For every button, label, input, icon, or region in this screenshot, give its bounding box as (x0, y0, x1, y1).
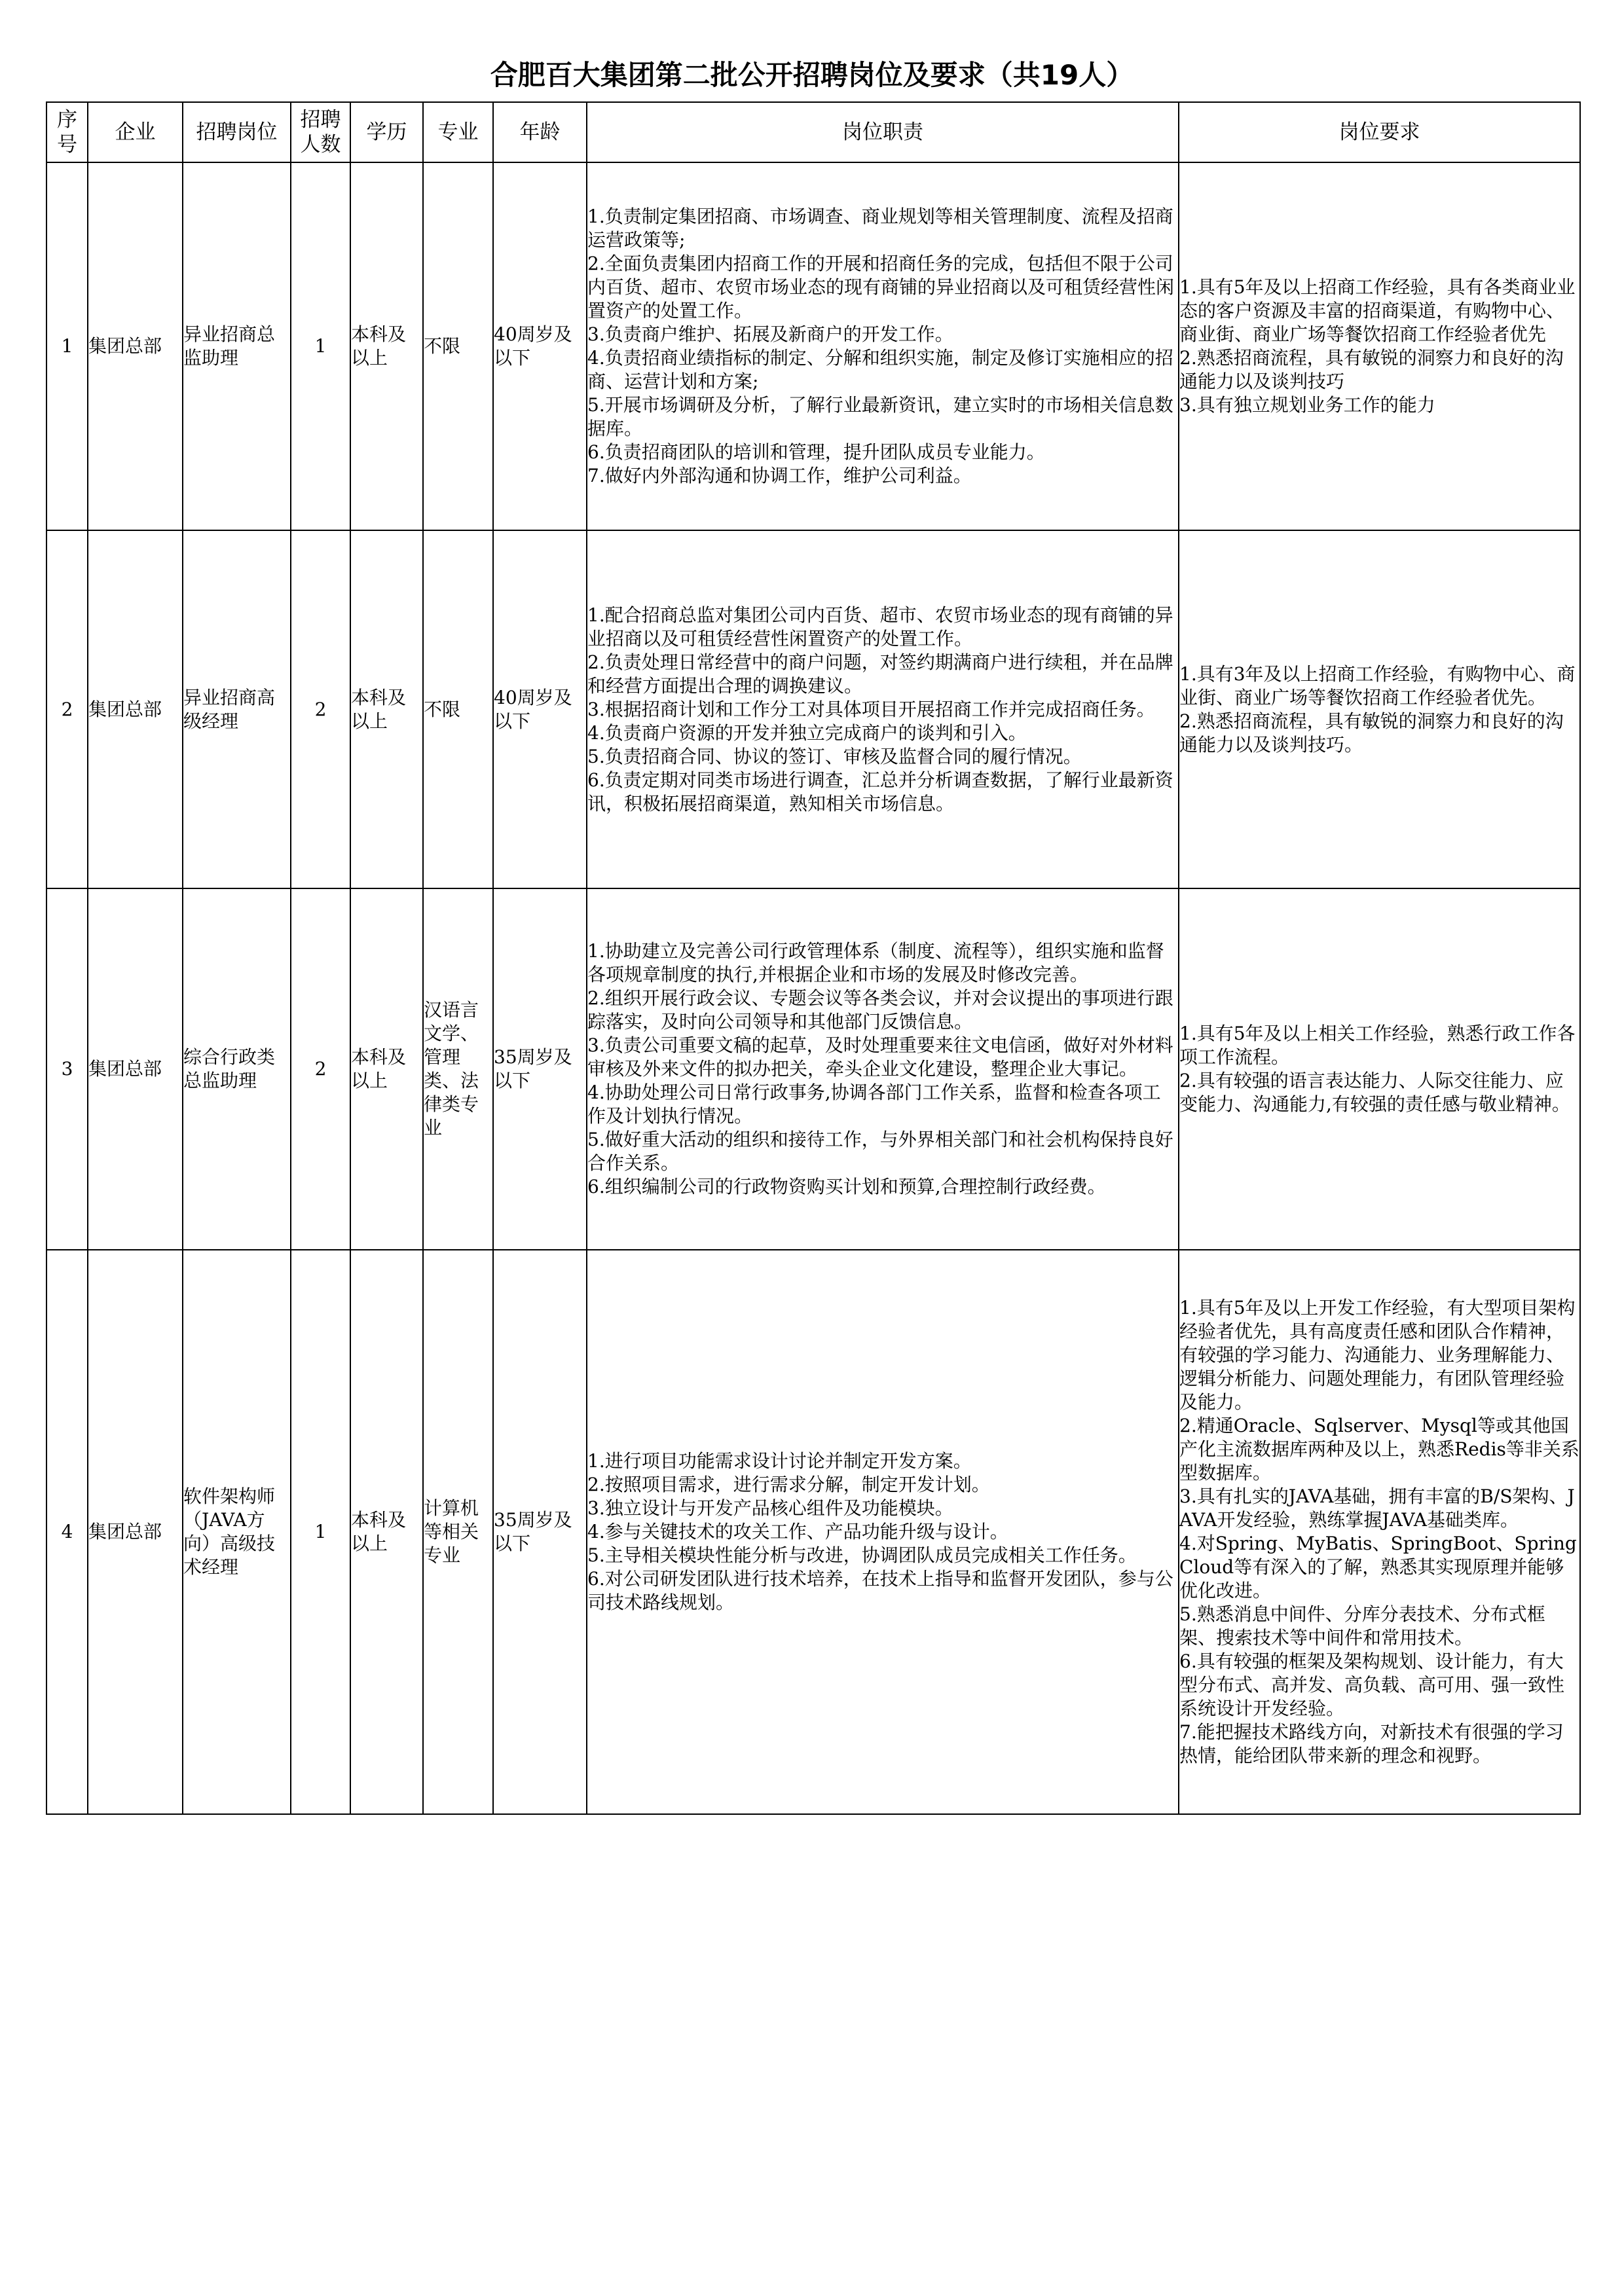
cell-age: 40周岁及以下 (493, 530, 587, 888)
header-age: 年龄 (493, 102, 587, 162)
cell-company: 集团总部 (88, 162, 183, 530)
cell-count: 1 (291, 162, 350, 530)
cell-position: 异业招商高级经理 (183, 530, 291, 888)
cell-major: 不限 (423, 530, 493, 888)
cell-age: 35周岁及以下 (493, 1250, 587, 1814)
table-row (46, 1250, 1580, 1814)
requirement-item: 3.具有独立规划业务工作的能力 (1179, 394, 1435, 416)
cell-position: 综合行政类总监助理 (183, 888, 291, 1250)
cell-age: 40周岁及以下 (493, 162, 587, 530)
requirement-item: 2.具有较强的语言表达能力、人际交往能力、应变能力、沟通能力,有较强的责任感与敬业精神。 (1179, 1070, 1570, 1115)
cell-position: 软件架构师（JAVA方向）高级技术经理 (183, 1250, 291, 1814)
table-row (46, 888, 1580, 1250)
duty-item: 1.进行项目功能需求设计讨论并制定开发方案。 (587, 1450, 972, 1472)
recruitment-table (46, 101, 1581, 1815)
duty-item: 3.负责商户维护、拓展及新商户的开发工作。 (587, 323, 953, 345)
cell-no: 1 (46, 162, 88, 530)
duty-item: 3.负责公司重要文稿的起草，及时处理重要来往文电信函，做好对外材料审核及外来文件的拟办把关，牵头企业文化建设，整理企业大事记。 (587, 1034, 1173, 1080)
requirement-item: 1.具有5年及以上相关工作经验，熟悉行政工作各项工作流程。 (1179, 1023, 1576, 1068)
duty-item: 7.做好内外部沟通和协调工作，维护公司利益。 (587, 465, 972, 486)
duty-item: 6.负责招商团队的培训和管理，提升团队成员专业能力。 (587, 441, 1045, 463)
requirement-item: 2.精通Oracle、Sqlserver、Mysql等或其他国产化主流数据库两种及以上，熟悉Redis等非关系型数据库。 (1179, 1415, 1579, 1484)
cell-no: 3 (46, 888, 88, 1250)
cell-no: 2 (46, 530, 88, 888)
requirement-item: 2.熟悉招商流程，具有敏锐的洞察力和良好的沟通能力以及谈判技巧 (1179, 347, 1564, 392)
duty-item: 6.对公司研发团队进行技术培养，在技术上指导和监督开发团队，参与公司技术路线规划。 (587, 1568, 1173, 1613)
cell-education: 本科及以上 (350, 530, 423, 888)
cell-education: 本科及以上 (350, 1250, 423, 1814)
header-duties: 岗位职责 (587, 102, 1179, 162)
cell-requirements (1179, 888, 1580, 1250)
cell-education: 本科及以上 (350, 888, 423, 1250)
cell-education: 本科及以上 (350, 162, 423, 530)
duty-item: 4.协助处理公司日常行政事务,协调各部门工作关系，监督和检查各项工作及计划执行情况。 (587, 1082, 1161, 1127)
duty-item: 2.组织开展行政会议、专题会议等各类会议，并对会议提出的事项进行跟踪落实，及时向公司领导和其他部门反馈信息。 (587, 987, 1173, 1032)
cell-position: 异业招商总监助理 (183, 162, 291, 530)
duty-item: 3.独立设计与开发产品核心组件及功能模块。 (587, 1497, 953, 1519)
cell-duties (587, 530, 1179, 888)
requirement-item: 1.具有5年及以上开发工作经验，有大型项目架构经验者优先，具有高度责任感和团队合作精神，有较强的学习能力、沟通能力、业务理解能力、逻辑分析能力、问题处理能力，有团队管理经验及能力。 (1179, 1297, 1576, 1413)
duty-item: 5.做好重大活动的组织和接待工作，与外界相关部门和社会机构保持良好合作关系。 (587, 1129, 1173, 1174)
cell-major: 计算机等相关专业 (423, 1250, 493, 1814)
duty-item: 1.配合招商总监对集团公司内百货、超市、农贸市场业态的现有商铺的异业招商以及可租赁经营性闲置资产的处置工作。 (587, 604, 1173, 649)
duty-item: 1.协助建立及完善公司行政管理体系（制度、流程等），组织实施和监督各项规章制度的执行,并根据企业和市场的发展及时修改完善。 (587, 940, 1164, 985)
header-count: 招聘人数 (291, 102, 350, 162)
header-requirements: 岗位要求 (1179, 102, 1580, 162)
cell-requirements (1179, 530, 1580, 888)
cell-company: 集团总部 (88, 888, 183, 1250)
cell-company: 集团总部 (88, 530, 183, 888)
duty-item: 2.负责处理日常经营中的商户问题，对签约期满商户进行续租，并在品牌和经营方面提出合理的调换建议。 (587, 651, 1173, 697)
requirement-item: 1.具有5年及以上招商工作经验，具有各类商业业态的客户资源及丰富的招商渠道，有购物中心、商业街、商业广场等餐饮招商工作经验者优先 (1179, 276, 1576, 345)
cell-count: 2 (291, 530, 350, 888)
header-position: 招聘岗位 (183, 102, 291, 162)
duty-item: 5.负责招商合同、协议的签订、审核及监督合同的履行情况。 (587, 745, 1082, 767)
requirement-item: 3.具有扎实的JAVA基础，拥有丰富的B/S架构、JAVA开发经验，熟练掌握JAVA基础类库。 (1179, 1485, 1575, 1531)
duty-item: 5.主导相关模块性能分析与改进，协调团队成员完成相关工作任务。 (587, 1544, 1137, 1566)
header-major: 专业 (423, 102, 493, 162)
header-no: 序号 (46, 102, 88, 162)
requirement-item: 2.熟悉招商流程，具有敏锐的洞察力和良好的沟通能力以及谈判技巧。 (1179, 710, 1564, 756)
cell-requirements (1179, 162, 1580, 530)
duty-item: 2.全面负责集团内招商工作的开展和招商任务的完成，包括但不限于公司内百货、超市、农贸市场业态的现有商铺的异业招商以及可租赁经营性闲置资产的处置工作。 (587, 253, 1175, 321)
requirement-item: 7.能把握技术路线方向，对新技术有很强的学习热情，能给团队带来新的理念和视野。 (1179, 1721, 1564, 1766)
cell-duties (587, 162, 1179, 530)
duty-item: 4.参与关键技术的攻关工作、产品功能升级与设计。 (587, 1521, 1008, 1542)
duty-item: 6.负责定期对同类市场进行调查，汇总并分析调查数据，了解行业最新资讯，积极拓展招商渠道，熟知相关市场信息。 (587, 769, 1173, 814)
cell-age: 35周岁及以下 (493, 888, 587, 1250)
requirement-item: 5.熟悉消息中间件、分库分表技术、分布式框架、搜索技术等中间件和常用技术。 (1179, 1603, 1545, 1649)
duty-item: 4.负责招商业绩指标的制定、分解和组织实施，制定及修订实施相应的招商、运营计划和方案; (587, 347, 1173, 392)
cell-duties (587, 1250, 1179, 1814)
requirement-item: 1.具有3年及以上招商工作经验，有购物中心、商业街、商业广场等餐饮招商工作经验者优先。 (1179, 663, 1576, 708)
table-row (46, 530, 1580, 888)
duty-item: 6.组织编制公司的行政物资购买计划和预算,合理控制行政经费。 (587, 1176, 1106, 1197)
duty-item: 1.负责制定集团招商、市场调查、商业规划等相关管理制度、流程及招商运营政策等; (587, 206, 1173, 251)
cell-major: 不限 (423, 162, 493, 530)
page-title: 合肥百大集团第二批公开招聘岗位及要求（共19人） (490, 59, 1134, 91)
duty-item: 5.开展市场调研及分析，了解行业最新资讯，建立实时的市场相关信息数据库。 (587, 394, 1173, 439)
duty-item: 3.根据招商计划和工作分工对具体项目开展招商工作并完成招商任务。 (587, 698, 1155, 720)
cell-count: 2 (291, 888, 350, 1250)
cell-major: 汉语言文学、管理类、法律类专业 (423, 888, 493, 1250)
cell-no: 4 (46, 1250, 88, 1814)
duty-item: 2.按照项目需求，进行需求分解，制定开发计划。 (587, 1474, 990, 1495)
table-header-row (46, 102, 1580, 162)
table-row (46, 162, 1580, 530)
requirement-item: 4.对Spring、MyBatis、SpringBoot、Spring Cloud等有深入的了解，熟悉其实现原理并能够优化改进。 (1179, 1533, 1577, 1601)
header-education: 学历 (350, 102, 423, 162)
duty-item: 4.负责商户资源的开发并独立完成商户的谈判和引入。 (587, 721, 1027, 744)
cell-company: 集团总部 (88, 1250, 183, 1814)
cell-requirements (1179, 1250, 1580, 1814)
cell-count: 1 (291, 1250, 350, 1814)
header-company: 企业 (88, 102, 183, 162)
cell-duties (587, 888, 1179, 1250)
requirement-item: 6.具有较强的框架及架构规划、设计能力，有大型分布式、高并发、高负载、高可用、强一致性系统设计开发经验。 (1179, 1650, 1565, 1719)
